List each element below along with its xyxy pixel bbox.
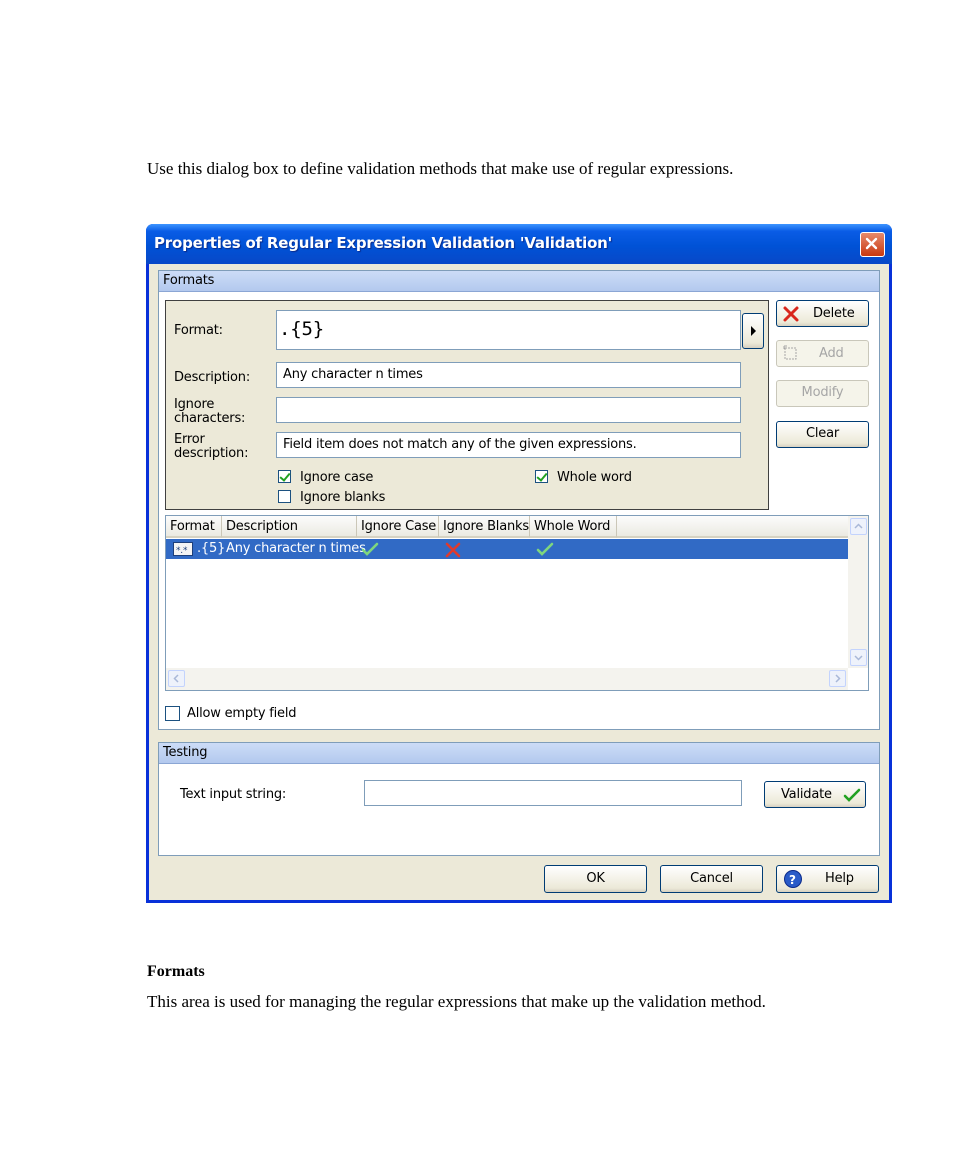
modify-button[interactable]	[776, 380, 869, 407]
regex-format-icon	[173, 542, 193, 556]
format-menu-button[interactable]	[742, 313, 764, 349]
column-header-whole-word[interactable]: Whole Word	[530, 516, 617, 538]
testing-group	[158, 742, 880, 856]
close-button[interactable]	[860, 232, 885, 257]
cancel-button[interactable]	[660, 865, 763, 893]
ignore-characters-label-line1: Ignore	[174, 397, 215, 412]
chevron-up-icon	[851, 519, 866, 534]
scroll-right-button[interactable]	[829, 670, 846, 687]
intro-paragraph: Use this dialog box to define validation methods that make use of regular expressions.	[147, 159, 734, 178]
column-header-description[interactable]: Description	[222, 516, 357, 538]
validate-button[interactable]	[764, 781, 866, 808]
ignore-blanks-label: Ignore blanks	[300, 490, 386, 505]
help-icon	[783, 869, 803, 889]
allow-empty-field-checkbox[interactable]	[165, 706, 180, 721]
format-input[interactable]: .{5}	[276, 310, 741, 350]
arrow-right-icon	[743, 314, 763, 348]
help-button[interactable]	[776, 865, 879, 893]
cancel-button-label: Cancel	[690, 871, 733, 886]
delete-button-label: Delete	[813, 306, 855, 321]
delete-button[interactable]	[776, 300, 869, 327]
chevron-right-icon	[830, 671, 845, 686]
ignore-blanks-checkbox[interactable]	[278, 490, 291, 503]
scroll-down-button[interactable]	[850, 649, 867, 666]
add-button[interactable]	[776, 340, 869, 367]
ignore-characters-input[interactable]	[276, 397, 741, 423]
add-button-label: Add	[819, 346, 844, 361]
column-header-ignore-blanks[interactable]: Ignore Blanks	[439, 516, 530, 538]
error-description-input[interactable]: Field item does not match any of the given expressions.	[276, 432, 741, 458]
dialog-title: Properties of Regular Expression Validation 'Validation'	[154, 234, 613, 252]
formats-list[interactable]	[165, 515, 869, 691]
ignore-characters-label-line2: characters:	[174, 411, 246, 426]
test-string-input[interactable]	[364, 780, 742, 806]
section-body-paragraph: This area is used for managing the regular expressions that make up the validation method.	[147, 992, 766, 1011]
ignore-case-checkbox[interactable]	[278, 470, 291, 483]
scroll-left-button[interactable]	[168, 670, 185, 687]
clear-button-label: Clear	[806, 426, 839, 441]
column-header-format[interactable]: Format	[166, 516, 222, 538]
error-description-label-line1: Error	[174, 432, 205, 447]
delete-x-icon	[782, 305, 800, 323]
formats-group-header: Formats	[159, 271, 879, 292]
check-icon	[361, 541, 379, 557]
row-format-cell: .{5}	[197, 541, 226, 556]
title-bar	[146, 224, 892, 264]
modify-button-label: Modify	[801, 385, 844, 400]
dialog-client-area	[149, 264, 889, 900]
vertical-scrollbar[interactable]	[848, 516, 868, 668]
format-editor-frame	[165, 300, 769, 510]
column-header-ignore-case[interactable]: Ignore Case	[357, 516, 439, 538]
whole-word-checkbox[interactable]	[535, 470, 548, 483]
description-label: Description:	[174, 370, 251, 385]
svg-text:*.*: *.*	[176, 546, 188, 556]
error-description-label-line2: description:	[174, 446, 249, 461]
regex-validation-dialog	[146, 224, 892, 903]
row-description-cell: Any character n times	[226, 541, 366, 556]
formats-group	[158, 270, 880, 730]
chevron-left-icon	[169, 671, 184, 686]
check-icon	[843, 787, 861, 803]
cross-icon	[444, 542, 462, 558]
allow-empty-field-label: Allow empty field	[187, 706, 297, 721]
section-heading: Formats	[147, 963, 205, 980]
format-label: Format:	[174, 323, 223, 338]
description-input[interactable]: Any character n times	[276, 362, 741, 388]
scroll-up-button[interactable]	[850, 518, 867, 535]
close-icon	[861, 233, 882, 254]
help-button-label: Help	[825, 871, 854, 886]
horizontal-scrollbar[interactable]	[166, 668, 848, 690]
testing-group-header: Testing	[159, 743, 879, 764]
ok-button[interactable]	[544, 865, 647, 893]
ignore-case-label: Ignore case	[300, 470, 374, 485]
new-item-icon	[783, 345, 799, 361]
clear-button[interactable]	[776, 421, 869, 448]
svg-text:?: ?	[789, 873, 796, 887]
validate-button-label: Validate	[781, 787, 832, 802]
text-input-string-label: Text input string:	[180, 787, 287, 802]
check-icon	[536, 541, 554, 557]
ok-button-label: OK	[586, 871, 605, 886]
table-row[interactable]	[166, 539, 848, 559]
chevron-down-icon	[851, 650, 866, 665]
whole-word-label: Whole word	[557, 470, 632, 485]
column-header-filler	[617, 516, 848, 538]
